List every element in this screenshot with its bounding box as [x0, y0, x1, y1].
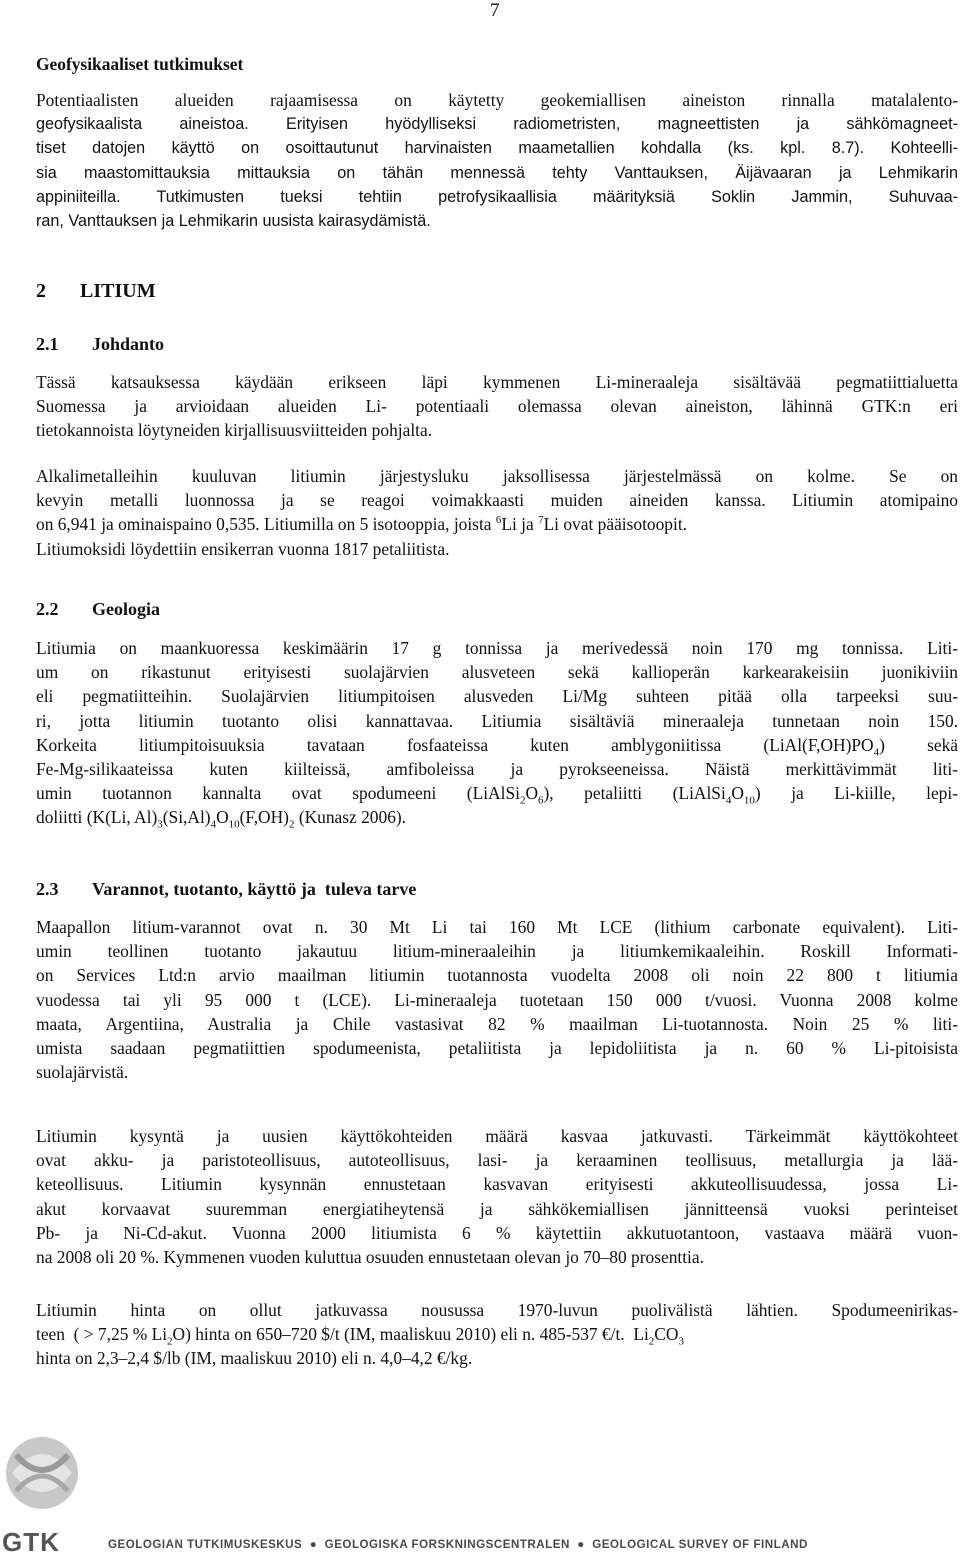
section-number: 2.1 [36, 334, 59, 354]
text-line: keteollisuus. Litiumin kysynnän ennustetaan kasvavan erityisesti akkuteollisuudessa, jossa Li- [36, 1174, 958, 1195]
paragraph-price [36, 1298, 958, 1371]
text-line: appiniiteilla. Tutkimusten tueksi tehtiin petrofysikaallisia määrityksiä Soklin Jammin, Suhuvaa- [36, 187, 958, 206]
text-run: O [216, 807, 229, 828]
subscript: 3 [157, 818, 163, 831]
section-heading-2-1 [36, 332, 958, 356]
text-line: Tässä katsauksessa käydään erikseen läpi kymmenen Li-mineraaleja sisältävää pegmatiittialuetta [36, 372, 958, 392]
text-line: kevyin metalli luonnossa ja se reagoi voimakkaasti muiden aineiden kanssa. Litiumin atomipaino [36, 490, 958, 511]
section-heading-2-2 [36, 597, 958, 621]
section-heading-2-3 [36, 877, 958, 901]
text-line: ri, jotta litiumin tuotanto olisi kannattavaa. Litiumia sisältäviä mineraaleja tunnetaan noin 150. [36, 710, 958, 731]
chapter-title: LITIUM [80, 280, 156, 302]
text-line: umin teollinen tuotanto jakautuu litium-mineraaleihin ja litiumkemikaaleihin. Roskill Informati- [36, 941, 958, 962]
superscript: 7 [538, 514, 544, 527]
page-number: 7 [490, 0, 500, 21]
text-line: Pb- ja Ni-Cd-akut. Vuonna 2000 litiumista 6 % käytettiin akkutuotantoon, vastaava määrä vuon- [36, 1222, 958, 1243]
text-line: geofysikaalista aineistoa. Erityisen hyödylliseksi radiometristen, magneettisten ja sähkömagneet- [36, 115, 958, 134]
text-run: Li ja [501, 514, 539, 535]
subscript: 4 [725, 794, 732, 807]
text-run: (F,OH) [239, 807, 289, 828]
paragraph-geology [36, 636, 958, 830]
text-line: Alkalimetalleihin kuuluvan litiumin järjestysluku jaksollisessa järjestelmässä on kolme. Se on [36, 466, 958, 486]
text-line: vuodessa tai yli 95 000 t (LCE). Li-mineraaleja tuotetaan 150 000 t/vuosi. Vuonna 2008 kolme [36, 989, 958, 1010]
text-run: (Si,Al) [162, 807, 211, 828]
paragraph-intro-2 [36, 464, 958, 561]
text-line: Maapallon litium-varannot ovat n. 30 Mt Li tai 160 Mt LCE (lithium carbonate equivalent). Liti- [36, 917, 958, 937]
subscript: 2 [648, 1335, 655, 1348]
text-line: tietokannoista löytyneiden kirjallisuusviitteiden pohjalta. [36, 420, 433, 441]
text-line: Potentiaalisten alueiden rajaamisessa on käytetty geokemiallisen aineiston rinnalla matalalento- [36, 90, 958, 110]
paragraph-geophysics [36, 88, 958, 233]
section-title: Geologia [92, 599, 160, 619]
text-run: O) hinta on 650–720 $/t (IM, maaliskuu 2010) eli n. 485-537 €/t. Li [172, 1324, 649, 1345]
page-footer [0, 1425, 960, 1556]
subscript: 6 [538, 794, 544, 807]
text-line: Litiumoksidi löydettiin ensikerran vuonna 1817 petaliitista. [36, 538, 450, 559]
text-run: Li ovat pääisotoopit. [543, 514, 688, 535]
text-line: on Services Ltd:n arvio maailman litiumin tuotannosta vuodelta 2008 oli noin 22 800 t litiumia [36, 965, 958, 986]
text-line: na 2008 oli 20 %. Kymmenen vuoden kuluttua osuuden ennustetaan olevan jo 70–80 prosenttia. [36, 1247, 704, 1268]
subscript: 2 [167, 1335, 173, 1348]
text-line [36, 805, 958, 829]
subscript: 3 [678, 1335, 684, 1348]
text-line: sia maastomittauksia mittauksia on tähän mennessä tehty Vanttauksen, Äijävaaran ja Lehmikarin [36, 163, 958, 182]
paragraph-intro-1 [36, 370, 958, 443]
section-title: Johdanto [92, 334, 165, 354]
text-run: (Kunasz 2006). [294, 807, 407, 828]
subscript: 4 [873, 746, 880, 759]
text-line: suolajärvistä. [36, 1062, 129, 1083]
text-line: Litiumia on maankuoressa keskimäärin 17 g tonnissa ja merivedessä noin 170 mg tonnissa. Liti- [36, 638, 958, 658]
survey-name: GEOLOGIAN TUTKIMUSKESKUS ● GEOLOGISKA FORSKNINGSCENTRALEN ● GEOLOGICAL SURVEY OF FINLAND [108, 1538, 808, 1551]
subscript: 10 [228, 818, 240, 831]
chapter-heading [36, 279, 958, 303]
subscript: 10 [743, 794, 755, 807]
section-title: Varannot, tuotanto, käyttö ja tuleva tarve [92, 879, 417, 899]
subscript: 2 [519, 794, 526, 807]
text-run: on 6,941 ja ominaispaino 0,535. Litiumilla on 5 isotooppia, joista [36, 514, 496, 535]
text-run: O [731, 783, 744, 804]
text-line: umista saadaan pegmatiittien spodumeenista, petaliitista ja lepidoliitista ja n. 60 % Li-pitoisista [36, 1038, 958, 1059]
section-number: 2.2 [36, 599, 59, 619]
text-line [36, 781, 958, 805]
text-run: CO [654, 1324, 679, 1345]
text-line: Fe-Mg-silikaateissa kuten kiilteissä, amfiboleissa ja pyrokseeneissa. Näistä merkittävimmät liti- [36, 759, 958, 780]
text-run: ) ja Li-kiille, lepi- [754, 783, 958, 804]
chapter-number: 2 [36, 280, 46, 302]
text-line [36, 1322, 958, 1346]
text-line: akut korvaavat suuremman energiatiheytensä ja sähkökemiallisen jännitteensä vuoksi perinteiset [36, 1198, 958, 1219]
text-line [36, 733, 958, 757]
text-line: ran, Vanttauksen ja Lehmikarin uusista kairasydämistä. [36, 212, 431, 231]
subscript: 2 [288, 818, 295, 831]
text-run: teen ( > 7,25 % Li [36, 1324, 168, 1345]
paragraph-reserves [36, 915, 958, 1084]
text-line: tiset datojen käyttö on osoittautunut harvinaisten maametallien kohdalla (ks. kpl. 8.7). Kohteelli- [36, 139, 958, 158]
text-line: Suomessa ja arvioidaan alueiden Li- potentiaali olemassa olevan aineiston, lähinnä GTK:n eri [36, 396, 958, 417]
text-line: ovat akku- ja paristoteollisuus, autoteollisuus, lasi- ja keraaminen teollisuus, metallurgia ja lää- [36, 1150, 958, 1171]
text-run: Korkeita litiumpitoisuuksia tavataan fosfaateissa kuten amblygoniitissa (LiAl(F,OH)PO [36, 734, 874, 755]
text-line: eli pegmatiitteihin. Suolajärvien litiumpitoisen alusveden Li/Mg suhteen pitää olla tarpeeksi suu- [36, 686, 958, 707]
text-run: ), petaliitti (LiAlSi [543, 783, 726, 804]
text-run: O [525, 783, 539, 804]
text-line: um on rikastunut erityisesti suolajärvien alusveteen sekä kallioperän karkearakeisiin juonikiviin [36, 662, 958, 683]
text-line: Litiumin kysyntä ja uusien käyttökohteiden määrä kasvaa jatkuvasti. Tärkeimmät käyttökohteet [36, 1126, 958, 1146]
text-run: doliitti (K(Li, Al) [36, 807, 158, 828]
text-run: ) sekä [879, 734, 958, 755]
superscript: 6 [495, 514, 502, 527]
gtk-logo-text: GTK [2, 1527, 60, 1557]
text-line: Litiumin hinta on ollut jatkuvassa nousussa 1970-luvun puolivälistä lähtien. Spodumeenirikas- [36, 1300, 958, 1320]
text-line [36, 512, 958, 536]
section-number: 2.3 [36, 879, 59, 899]
subscript: 4 [210, 818, 217, 831]
section-heading-geophysics: Geofysikaaliset tutkimukset [36, 54, 244, 74]
text-line: hinta on 2,3–2,4 $/lb (IM, maaliskuu 2010) eli n. 4,0–4,2 €/kg. [36, 1348, 473, 1369]
paragraph-demand [36, 1124, 958, 1269]
text-run: umin tuotannon kannalta ovat spodumeeni (LiAlSi [36, 783, 520, 804]
text-line: maata, Argentiina, Australia ja Chile vastasivat 82 % maailman Li-tuotannosta. Noin 25 % liti- [36, 1013, 958, 1034]
